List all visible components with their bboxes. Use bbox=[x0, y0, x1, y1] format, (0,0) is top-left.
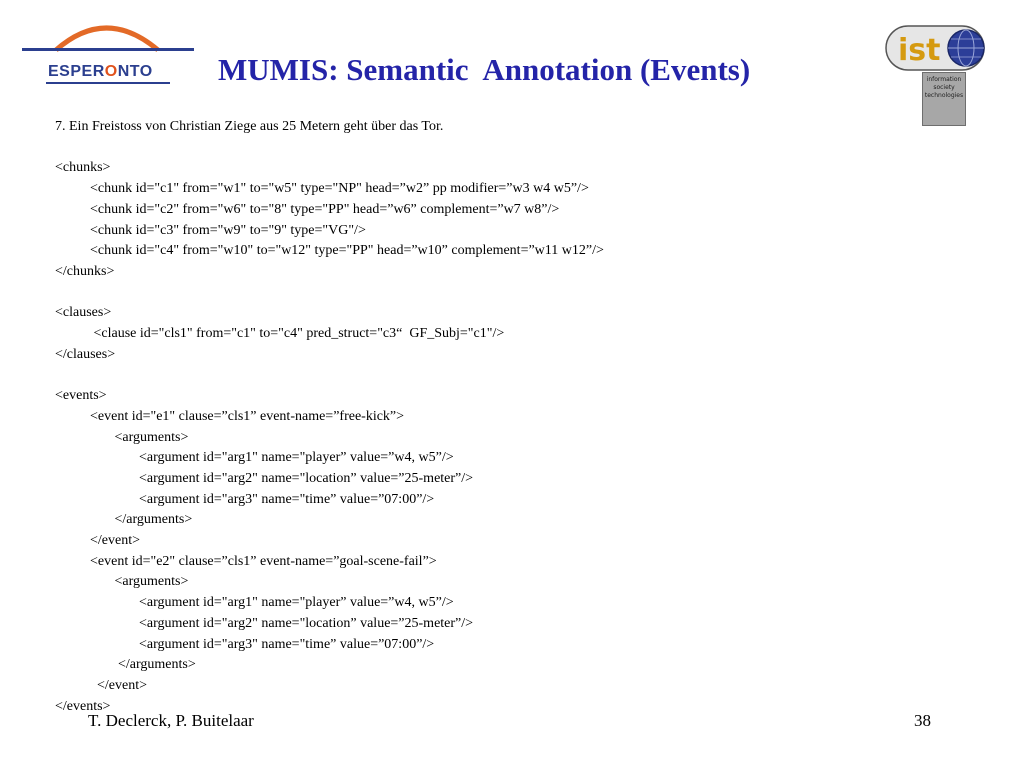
body-line: </event> bbox=[55, 677, 147, 693]
body-line: <argument id="arg1" name="player” value=”w4, w5”/> bbox=[55, 595, 454, 611]
body-line: </arguments> bbox=[55, 657, 196, 673]
esperonto-logo bbox=[18, 20, 198, 92]
body-line: <argument id="arg3" name="time” value=”07:00”/> bbox=[55, 491, 435, 507]
body-line bbox=[55, 365, 995, 386]
body-line: <chunk id="c4" from="w10" to="w12" type="PP" head=”w10” complement=”w11 w12”/> bbox=[55, 243, 604, 259]
footer-author: T. Declerck, P. Buitelaar bbox=[88, 711, 254, 730]
body-line: <argument id="arg3" name="time” value=”07:00”/> bbox=[55, 636, 435, 652]
body-line: 7. Ein Freistoss von Christian Ziege aus 25 Metern geht über das Tor. bbox=[55, 119, 444, 134]
body-line: <chunk id="c1" from="w1" to="w5" type="NP" head=”w2” pp modifier=”w3 w4 w5”/> bbox=[55, 181, 589, 197]
body-line: <arguments> bbox=[55, 574, 189, 590]
page-number: 38 bbox=[914, 711, 931, 730]
body-line: </events> bbox=[55, 698, 111, 714]
body-line: <events> bbox=[55, 388, 107, 404]
ist-tagline: information society technologies bbox=[922, 72, 966, 126]
body-line: <argument id="arg2" name="location” value=”25-meter”/> bbox=[55, 615, 474, 631]
body-line bbox=[55, 283, 995, 304]
body-line: <chunks> bbox=[55, 160, 111, 176]
body-line: <arguments> bbox=[55, 429, 189, 445]
body-line: <argument id="arg1" name="player” value=”w4, w5”/> bbox=[55, 450, 454, 466]
esperonto-arc-graphic bbox=[18, 20, 198, 92]
body-line: <chunk id="c3" from="w9" to="9" type="VG"/> bbox=[55, 222, 366, 238]
body-line: <event id="e1" clause=”cls1” event-name=”free-kick”> bbox=[55, 408, 405, 424]
body-line: <event id="e2" clause=”cls1” event-name=”goal-scene-fail”> bbox=[55, 553, 437, 569]
body-line: <argument id="arg2" name="location” value=”25-meter”/> bbox=[55, 470, 474, 486]
body-line: <chunk id="c2" from="w6" to="8" type="PP" head=”w6” complement=”w7 w8”/> bbox=[55, 201, 560, 217]
body-line: <clause id="cls1" from="c1" to="c4" pred_struct="c3“ GF_Subj="c1"/> bbox=[55, 326, 505, 341]
body-line: </chunks> bbox=[55, 263, 115, 279]
body-line: <clauses> bbox=[55, 305, 112, 321]
esperonto-wordmark: ESPERONTO bbox=[48, 63, 153, 80]
ist-wordmark: ist bbox=[898, 33, 941, 68]
body-line: </clauses> bbox=[55, 346, 116, 362]
body-line: </arguments> bbox=[55, 512, 193, 528]
slide-title: MUMIS: Semantic Annotation (Events) bbox=[218, 52, 751, 87]
body-line: </event> bbox=[55, 533, 140, 549]
slide-body bbox=[55, 117, 995, 717]
body-line bbox=[55, 138, 995, 159]
ist-logo bbox=[884, 24, 994, 108]
